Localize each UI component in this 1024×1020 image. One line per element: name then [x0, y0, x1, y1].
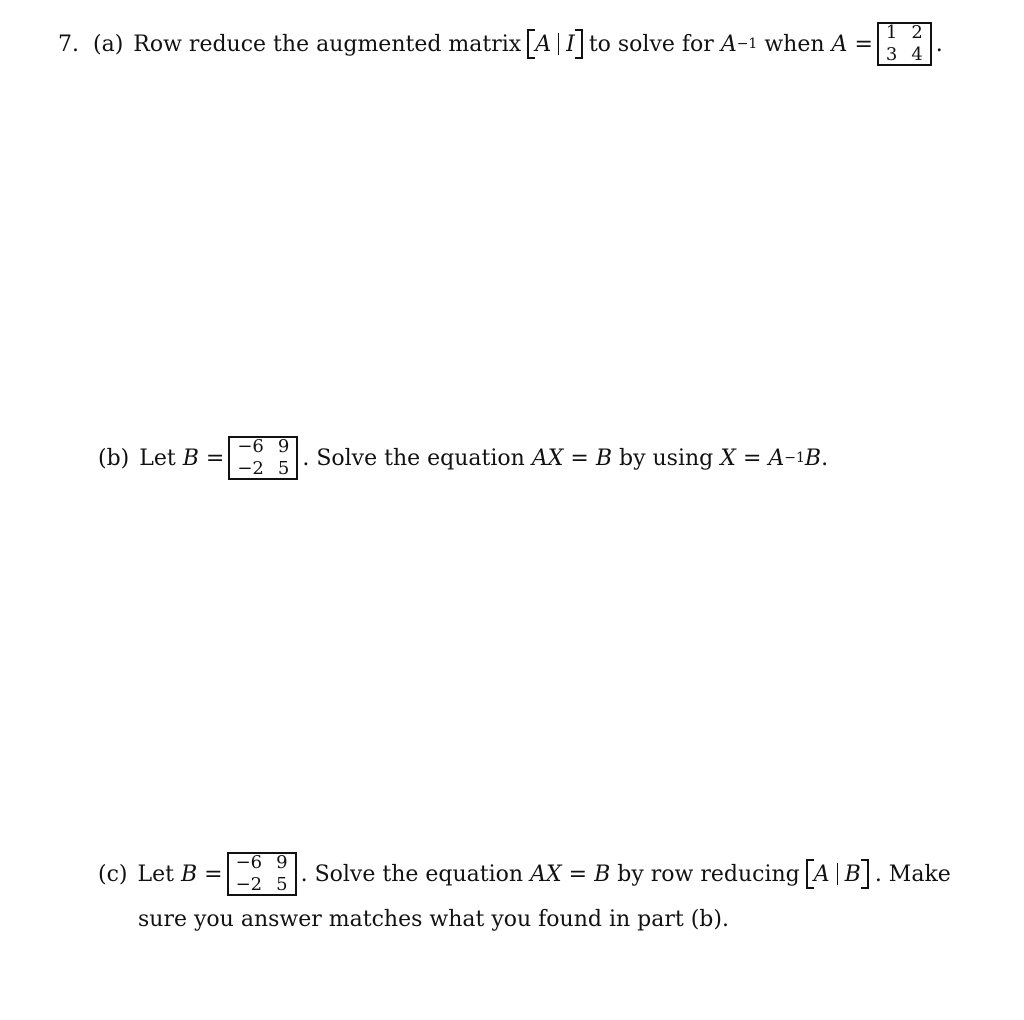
matrix-b-entry: 9	[277, 436, 290, 457]
x-equals: =	[742, 445, 762, 471]
equation-equals: =	[568, 861, 588, 887]
inverse-base: A	[768, 445, 785, 471]
part-b-label: (b)	[98, 445, 130, 471]
augmented-matrix-a-i	[527, 30, 583, 58]
part-b-text-2: . Solve the equation	[302, 445, 525, 471]
matrix-a-entry: 1	[885, 22, 898, 43]
aug-divider	[558, 33, 559, 55]
x-var: X	[720, 445, 736, 471]
inverse-base: A	[720, 31, 737, 57]
matrix-a	[877, 22, 932, 66]
matrix-a-var: A	[831, 31, 848, 57]
question-7-part-a: 7. (a) Row reduce the augmented matrix A I to solve for A −1 when A = 1 2 3 4 .	[58, 22, 943, 65]
aug-right-symbol: B	[844, 861, 861, 887]
matrix-a-entry: 4	[911, 44, 923, 65]
part-c-line-2: sure you answer matches what you found in part (b).	[138, 906, 729, 932]
part-c-text-3: by row reducing	[617, 861, 800, 887]
equals-sign: =	[204, 861, 223, 887]
part-c-label: (c)	[98, 861, 128, 887]
x-tail: B	[804, 445, 822, 471]
matrix-a-entry: 2	[911, 22, 923, 43]
part-c-text-4: . Make	[874, 861, 951, 887]
part-a-end: .	[935, 31, 943, 57]
equation-lhs: AX	[530, 861, 562, 887]
aug-left-symbol: A	[535, 31, 552, 57]
matrix-b	[228, 436, 298, 480]
matrix-b-var: B	[182, 445, 199, 471]
aug-right-symbol: I	[566, 31, 575, 57]
matrix-a-entry: 3	[885, 44, 898, 65]
question-7-part-c	[98, 852, 951, 896]
part-b-text-3: by using	[619, 445, 714, 471]
part-b-end: .	[821, 445, 829, 471]
question-7-part-c-line-2	[138, 904, 729, 934]
part-a-text-2: to solve for	[588, 31, 714, 57]
part-a-label: (a)	[93, 31, 124, 57]
part-c-text-2: . Solve the equation	[300, 861, 524, 887]
part-b-text-1: Let	[139, 445, 176, 471]
matrix-b	[227, 852, 297, 896]
matrix-b-entry: −6	[237, 436, 264, 457]
matrix-b-var: B	[180, 861, 198, 887]
matrix-b-entry: −2	[237, 458, 264, 479]
question-7-part-b: (b) Let B = −6 9 −2 5 . Solve the equation AX = B by using X = A −1 B .	[98, 436, 829, 479]
aug-left-symbol: A	[813, 861, 830, 887]
equation-equals: =	[570, 445, 589, 471]
matrix-b-entry: 9	[276, 852, 288, 873]
matrix-b-entry: 5	[276, 874, 288, 895]
equation-rhs: B	[594, 861, 611, 887]
equation-rhs: B	[595, 445, 612, 471]
equals-sign: =	[205, 445, 225, 471]
matrix-b-entry: 5	[277, 458, 290, 479]
matrix-b-entry: −6	[235, 852, 263, 873]
question-number: 7.	[58, 31, 79, 57]
part-c-text-1: Let	[137, 861, 174, 887]
equation-lhs: AX	[531, 445, 564, 471]
aug-divider	[837, 863, 838, 885]
part-a-text-1: Row reduce the augmented matrix	[133, 31, 522, 57]
equals-sign: =	[854, 31, 873, 57]
matrix-b-entry: −2	[235, 874, 263, 895]
part-a-text-3: when	[764, 31, 825, 57]
augmented-matrix-a-b	[806, 860, 869, 888]
